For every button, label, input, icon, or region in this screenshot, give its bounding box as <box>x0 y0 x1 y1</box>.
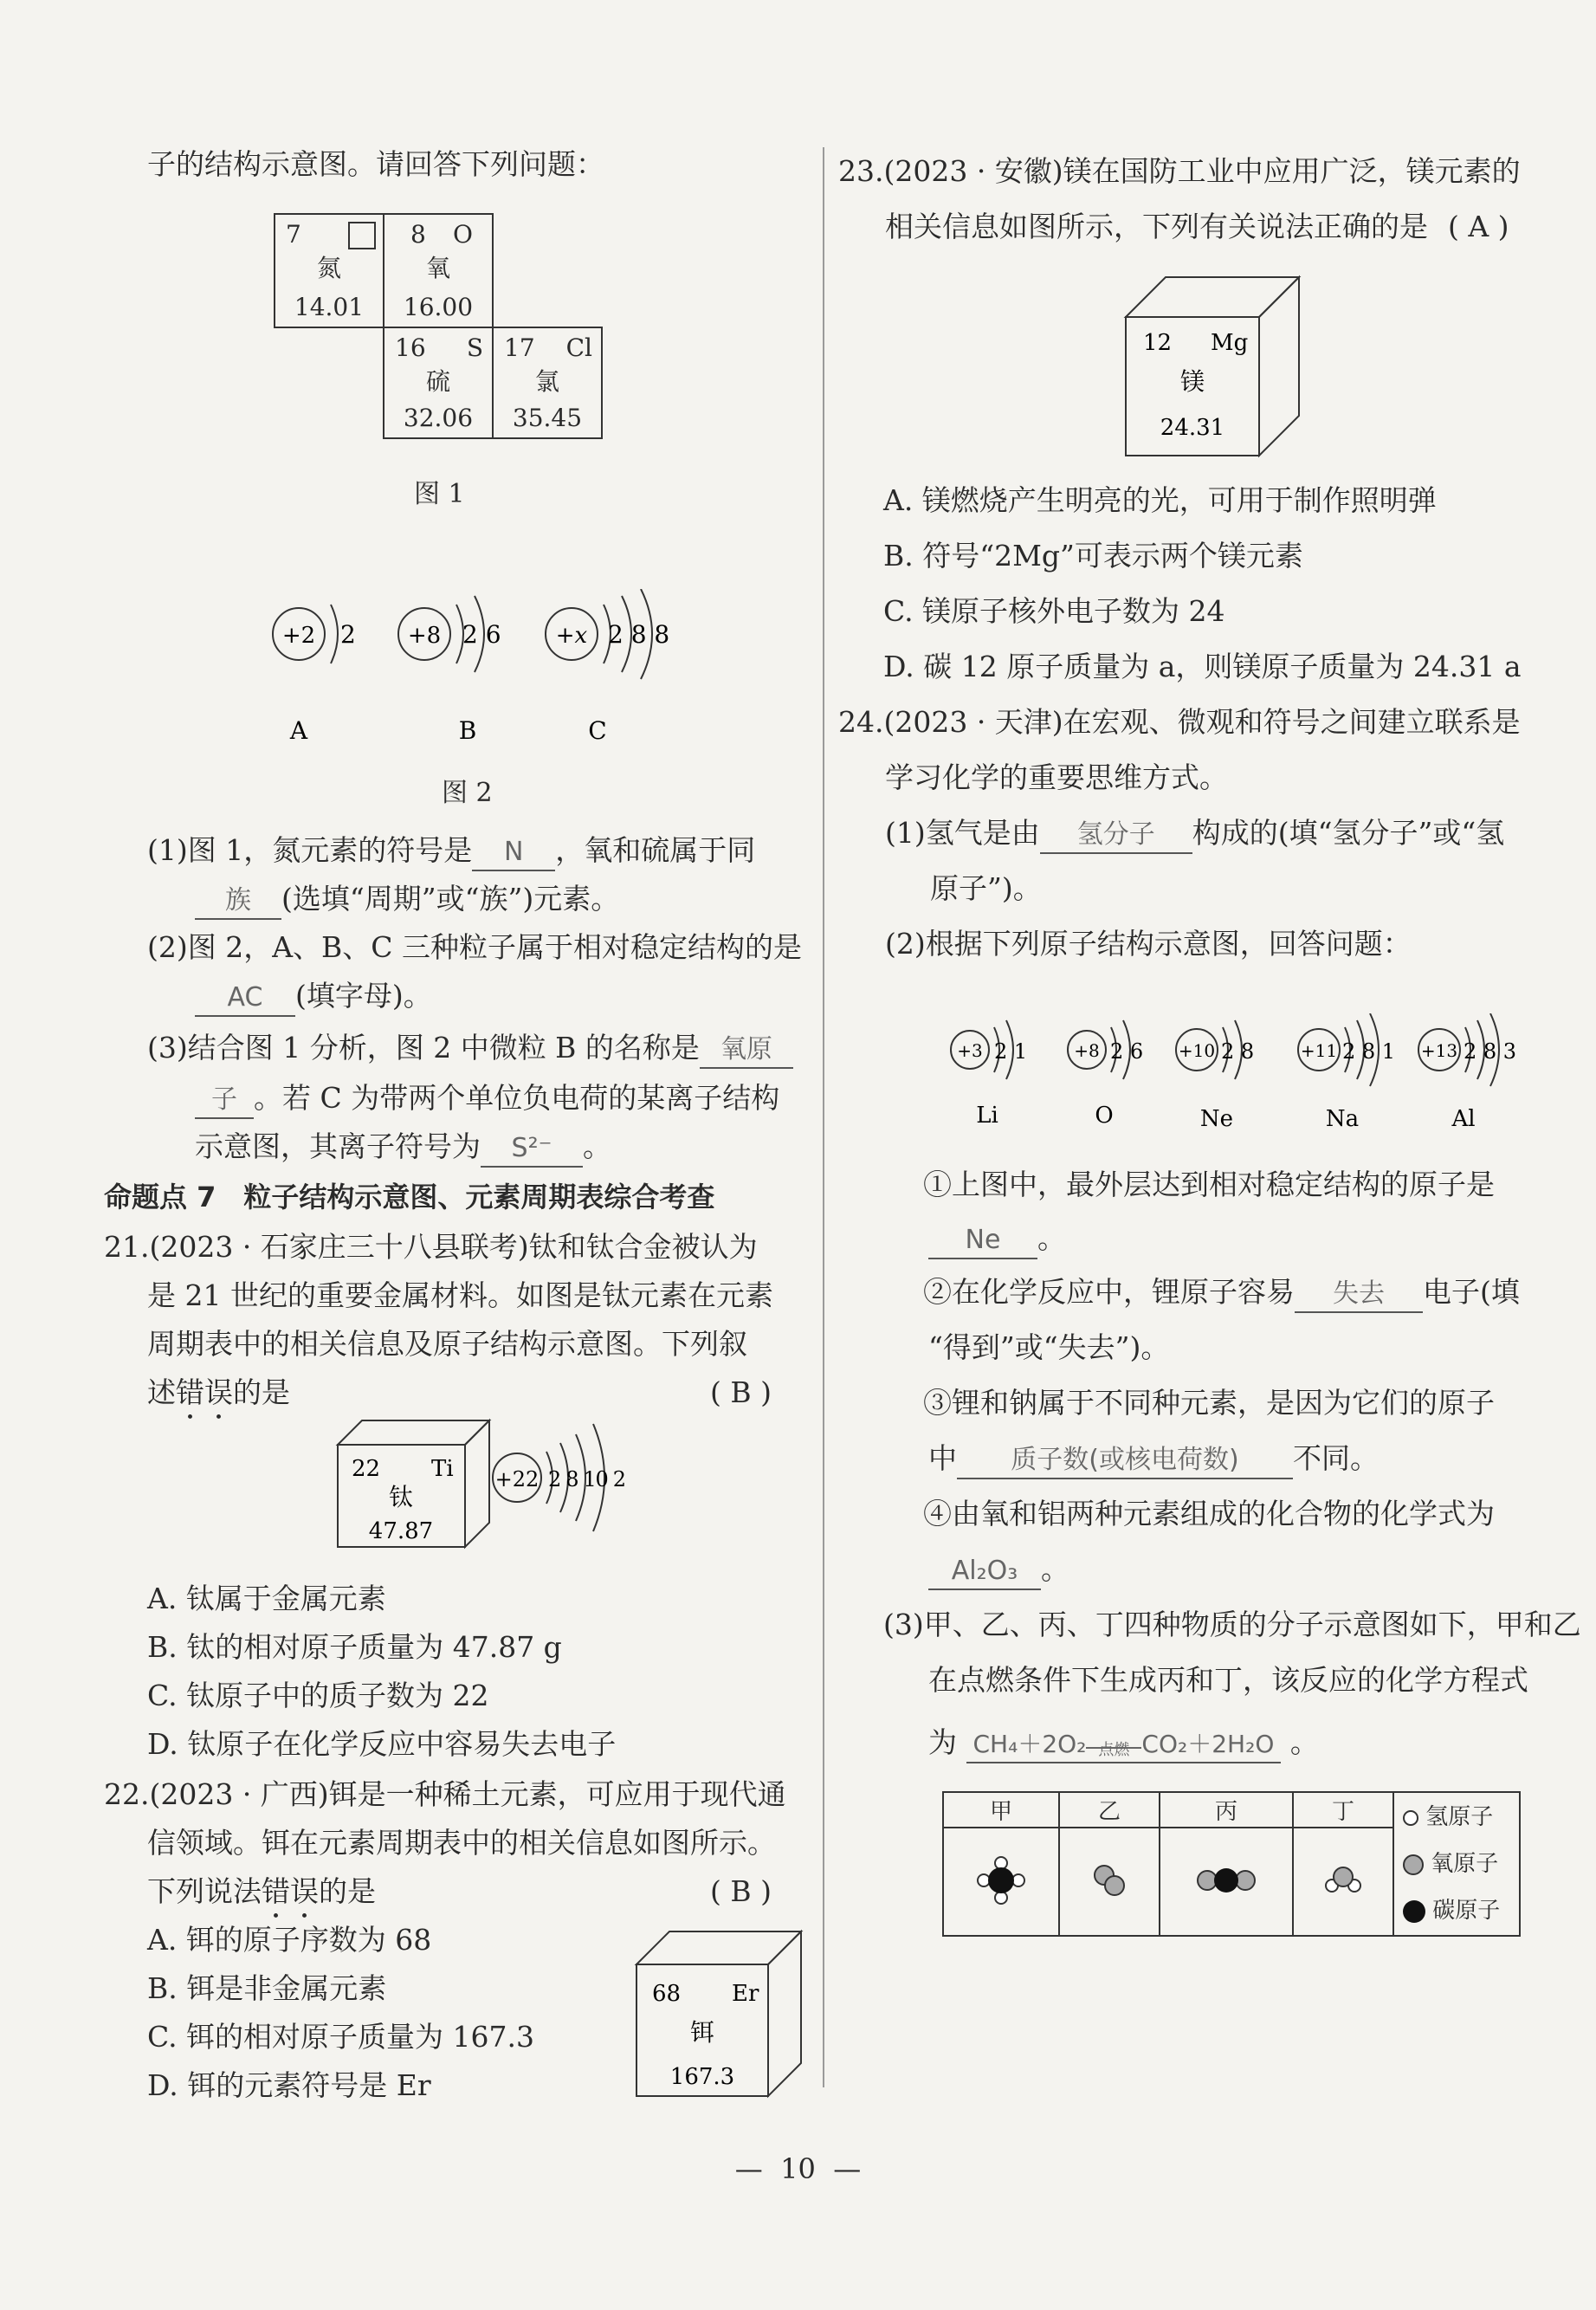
q23-option-a: A. 镁燃烧产生明亮的光，可用于制作照明弹 <box>883 483 1437 517</box>
q22-line2: 信领域。铒在元素周期表中的相关信息如图所示。 <box>147 1826 776 1860</box>
svg-text:2: 2 <box>340 620 356 649</box>
atom-ne <box>1176 1020 1254 1132</box>
q22-option-b: B. 铒是非金属元素 <box>147 1971 387 2005</box>
svg-text:+11: +11 <box>1300 1040 1338 1061</box>
blank-box <box>348 222 376 249</box>
particle-a <box>273 605 356 745</box>
q23-option-d: D. 碳 12 原子质量为 a，则镁原子质量为 24.31 a <box>883 650 1522 683</box>
svg-text:12: 12 <box>1143 330 1173 356</box>
page-number: — 10 — <box>734 2152 862 2185</box>
legend-carbon: 碳原子 <box>1403 1887 1518 1934</box>
q22-option-d: D. 铒的元素符号是 Er <box>147 2068 431 2102</box>
molecule-co2 <box>1160 1828 1293 1936</box>
svg-text:2 6: 2 6 <box>1110 1039 1144 1064</box>
atom-al <box>1418 1013 1516 1132</box>
q20-part3: (3)结合图 1 分析，图 2 中微粒 B 的名称是 氧原 <box>147 1031 793 1069</box>
svg-text:+8: +8 <box>407 623 442 649</box>
intro-text: 子的结构示意图。请回答下列问题： <box>147 147 604 181</box>
q24-sub3: ③锂和钠属于不同种元素，是因为它们的原子 <box>923 1386 1495 1420</box>
svg-text:2 8 8: 2 8 8 <box>608 620 670 649</box>
q21-answer: ( B ) <box>710 1375 772 1409</box>
q22-answer: ( B ) <box>710 1874 772 1908</box>
svg-text:C: C <box>588 716 607 745</box>
q22-line3: 下列说法错误的是 <box>147 1874 376 1908</box>
svg-text:+x: +x <box>555 623 588 649</box>
q23-line2: 相关信息如图所示，下列有关说法正确的是 <box>885 210 1428 243</box>
svg-text:Ne: Ne <box>1199 1106 1234 1132</box>
q24-part1: (1)氢气是由 氢分子 构成的(填“氢分子”或“氢 <box>885 816 1504 854</box>
q24-part1-cont: 原子”)。 <box>930 871 1042 905</box>
q24-sub4-ans: Al₂O₃ 。 <box>928 1552 1069 1590</box>
q22-option-c: C. 铒的相对原子质量为 167.3 <box>147 2020 535 2054</box>
svg-text:+13: +13 <box>1420 1040 1458 1061</box>
er-element-cube <box>628 1923 810 2105</box>
particle-b <box>398 596 501 745</box>
svg-text:+10: +10 <box>1178 1040 1216 1061</box>
q23-line1: 23.(2023 · 安徽)镁在国防工业中应用广泛，镁元素的 <box>838 154 1521 188</box>
q24-sub1-ans: Ne 。 <box>928 1221 1066 1259</box>
section-heading: 命题点 7 粒子结构示意图、元素周期表综合考查 <box>104 1181 715 1213</box>
figure-2-caption: 图 2 <box>442 778 493 808</box>
molecule-h2o <box>1293 1828 1393 1936</box>
methane-molecule-icon <box>966 1846 1036 1915</box>
element-cell-cl: 17 Cl 氯 35.45 <box>492 327 603 439</box>
svg-text:B: B <box>458 716 477 745</box>
svg-text:167.3: 167.3 <box>669 2064 735 2090</box>
q24-line1: 24.(2023 · 天津)在宏观、微观和符号之间建立联系是 <box>838 705 1521 739</box>
header-bing: 丙 <box>1160 1792 1293 1828</box>
q24-part3-cont: 在点燃条件下生成丙和丁，该反应的化学方程式 <box>928 1663 1528 1697</box>
svg-text:铒: 铒 <box>689 2018 715 2047</box>
q20-part3-cont2: 示意图，其离子符号为 S²⁻ 。 <box>195 1129 611 1168</box>
oxygen-molecule-icon <box>1083 1854 1135 1906</box>
svg-text:+2: +2 <box>281 623 316 649</box>
q24-sub2: ②在化学反应中，锂原子容易 失去 电子(填 <box>923 1275 1520 1313</box>
ti-element-cube <box>329 1412 502 1555</box>
header-yi: 乙 <box>1059 1792 1160 1828</box>
svg-text:镁: 镁 <box>1179 367 1205 396</box>
q21-line4: 述错误的是 <box>147 1375 290 1409</box>
q21-option-d: D. 钛原子在化学反应中容易失去电子 <box>147 1727 617 1761</box>
q20-part1-cont: 族 (选填“周期”或“族”)元素。 <box>195 882 619 920</box>
legend-hydrogen: 氢原子 <box>1403 1794 1518 1841</box>
svg-text:Li: Li <box>976 1103 998 1129</box>
legend-oxygen: 氧原子 <box>1403 1841 1518 1887</box>
q23-option-b: B. 符号“2Mg”可表示两个镁元素 <box>883 539 1303 573</box>
atom-o <box>1068 1020 1143 1129</box>
mg-element-cube <box>1117 269 1308 463</box>
svg-text:2 8 10 2: 2 8 10 2 <box>548 1467 626 1491</box>
atom-diagrams-row <box>944 1013 1533 1143</box>
oxygen-atom-icon <box>1403 1854 1424 1875</box>
q23-option-c: C. 镁原子核外电子数为 24 <box>883 594 1225 628</box>
svg-text:Ti: Ti <box>431 1456 454 1482</box>
equation-answer: CH₄＋2O₂ 点燃 CO₂＋2H₂O <box>966 1727 1282 1763</box>
q21-option-b: B. 钛的相对原子质量为 47.87 g <box>147 1630 562 1664</box>
q21-line1: 21.(2023 · 石家庄三十八县联考)钛和钛合金被认为 <box>104 1230 758 1264</box>
q24-equation-line: 为 CH₄＋2O₂ 点燃 CO₂＋2H₂O 。 <box>928 1725 1319 1763</box>
svg-text:+22: +22 <box>494 1467 540 1491</box>
ti-atom-diagram <box>489 1412 636 1533</box>
hydrogen-atom-icon <box>1403 1810 1418 1826</box>
svg-text:Na: Na <box>1325 1106 1360 1132</box>
q20-part2: (2)图 2，A、B、C 三种粒子属于相对稳定结构的是 <box>147 930 803 964</box>
svg-text:+8: +8 <box>1074 1040 1100 1061</box>
molecule-table <box>942 1791 1521 1937</box>
atom-na <box>1298 1013 1395 1132</box>
molecule-o2 <box>1059 1828 1160 1936</box>
q24-sub2-cont: “得到”或“失去”)。 <box>928 1330 1170 1364</box>
water-molecule-icon <box>1313 1854 1373 1906</box>
svg-text:O: O <box>1095 1103 1114 1129</box>
svg-text:Mg: Mg <box>1211 330 1249 356</box>
q22-line1: 22.(2023 · 广西)铒是一种稀土元素，可应用于现代通 <box>104 1777 786 1811</box>
molecule-ch4 <box>943 1828 1059 1936</box>
particle-c <box>546 589 669 745</box>
atom-li <box>951 1020 1027 1129</box>
svg-text:24.31: 24.31 <box>1160 415 1225 441</box>
q20-part1: (1)图 1，氮元素的符号是 N ，氧和硫属于同 <box>147 833 755 871</box>
element-cell-n: 7 氮 14.01 <box>274 213 384 328</box>
element-cell-s: 16 S 硫 32.06 <box>383 327 494 439</box>
svg-text:2 8: 2 8 <box>1221 1039 1255 1064</box>
svg-text:68: 68 <box>652 1981 682 2007</box>
svg-text:A: A <box>289 716 308 745</box>
column-divider <box>823 147 824 2087</box>
q23-answer: ( A ) <box>1448 210 1509 243</box>
q24-part3: (3)甲、乙、丙、丁四种物质的分子示意图如下，甲和乙 <box>883 1608 1581 1641</box>
figure-2 <box>251 589 701 762</box>
svg-text:2 6: 2 6 <box>462 620 501 649</box>
q24-sub1: ①上图中，最外层达到相对稳定结构的原子是 <box>923 1168 1495 1201</box>
q20-part2-cont: AC (填字母)。 <box>195 979 432 1017</box>
svg-text:2 8 1: 2 8 1 <box>1342 1039 1396 1064</box>
svg-text:钛: 钛 <box>388 1483 414 1511</box>
q20-part3-cont: 子 。若 C 为带两个单位负电荷的某离子结构 <box>195 1081 779 1119</box>
svg-text:Al: Al <box>1451 1106 1476 1132</box>
q22-option-a: A. 铒的原子序数为 68 <box>147 1923 432 1957</box>
q24-sub3-cont: 中 质子数(或核电荷数) 不同。 <box>928 1441 1379 1479</box>
svg-text:22: 22 <box>352 1456 381 1482</box>
header-ding: 丁 <box>1293 1792 1393 1828</box>
q24-line2: 学习化学的重要思维方式。 <box>885 760 1228 794</box>
carbon-dioxide-molecule-icon <box>1183 1859 1270 1902</box>
legend <box>1393 1792 1520 1936</box>
q21-option-c: C. 钛原子中的质子数为 22 <box>147 1679 489 1712</box>
svg-text:+3: +3 <box>957 1040 983 1061</box>
carbon-atom-icon <box>1403 1900 1425 1923</box>
svg-text:Er: Er <box>732 1981 759 2007</box>
svg-text:2 8 3: 2 8 3 <box>1464 1039 1517 1064</box>
q21-line3: 周期表中的相关信息及原子结构示意图。下列叙 <box>147 1327 747 1361</box>
q21-option-a: A. 钛属于金属元素 <box>147 1582 386 1615</box>
svg-text:2 1: 2 1 <box>994 1039 1028 1064</box>
svg-text:47.87: 47.87 <box>368 1518 434 1544</box>
q24-part2: (2)根据下列原子结构示意图，回答问题： <box>885 927 1412 961</box>
header-jia: 甲 <box>943 1792 1059 1828</box>
q21-line2: 是 21 世纪的重要金属材料。如图是钛元素在元素 <box>147 1278 773 1312</box>
figure-1-caption: 图 1 <box>414 479 465 509</box>
q24-sub4: ④由氧和铝两种元素组成的化合物的化学式为 <box>923 1497 1495 1530</box>
element-cell-o: 8 O 氧 16.00 <box>383 213 494 328</box>
